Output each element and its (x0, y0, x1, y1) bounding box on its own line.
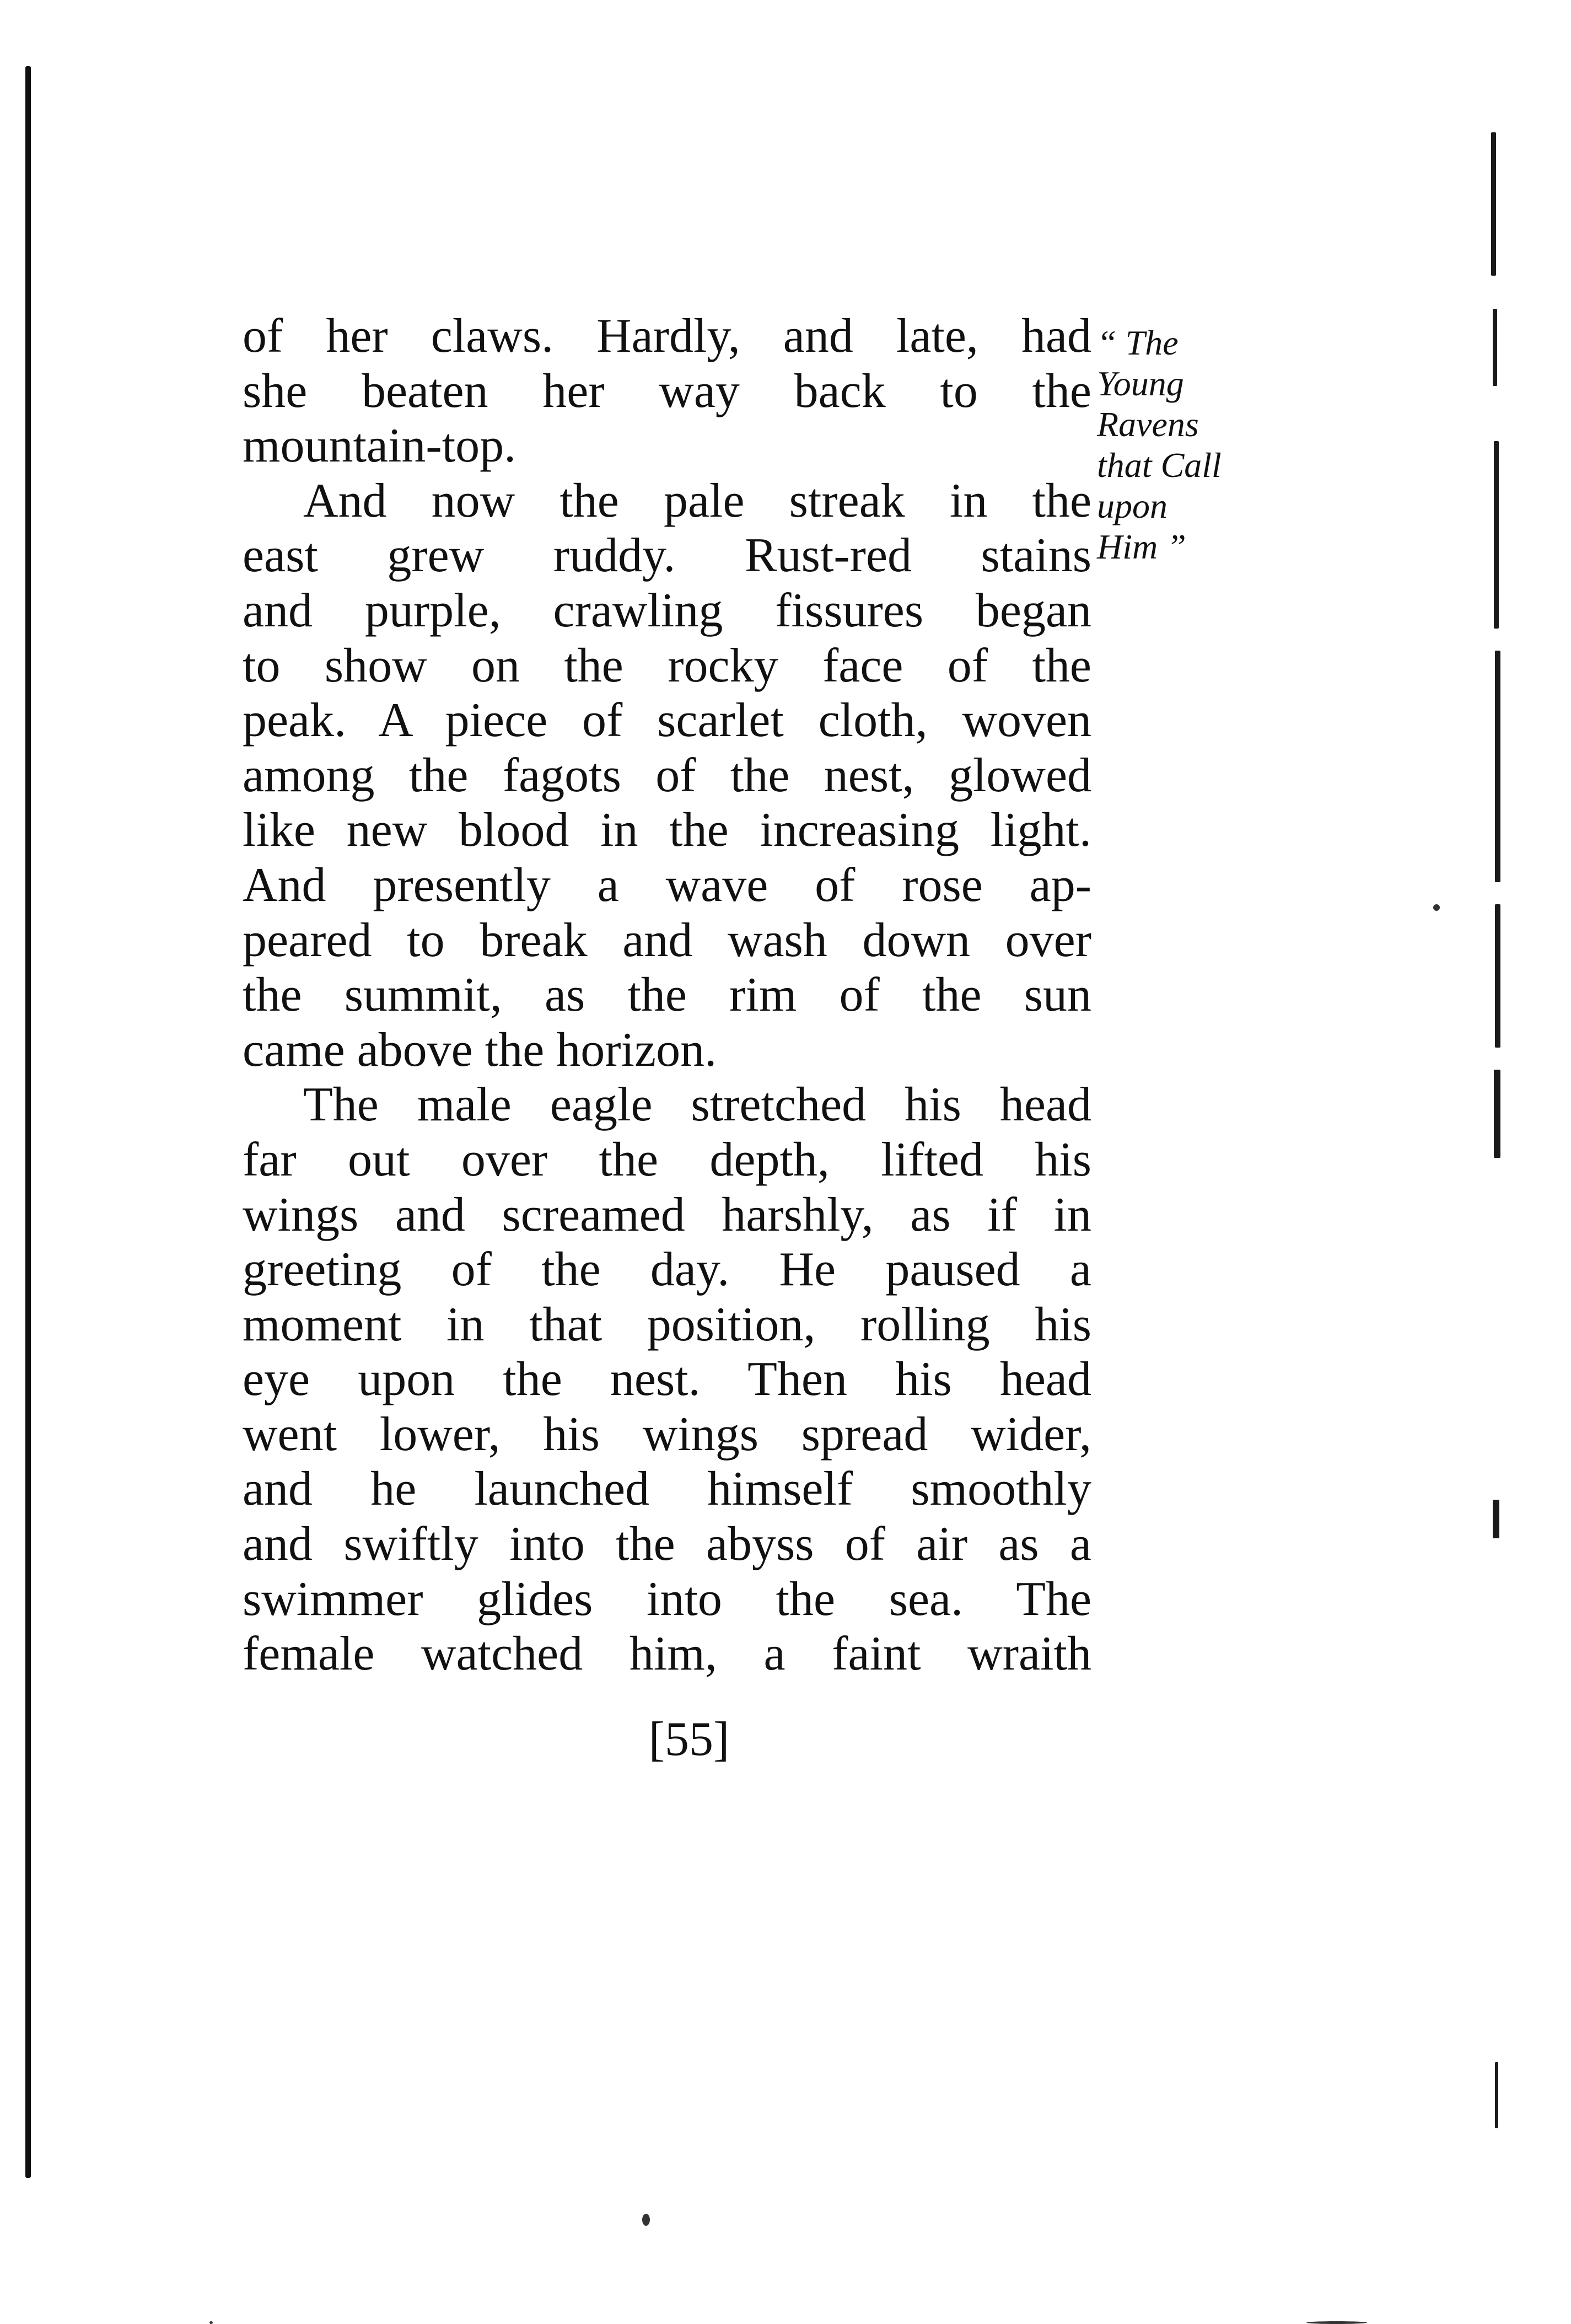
text-line: moment in that position, rolling his (243, 1297, 1091, 1351)
text-line: she beaten her way back to the (243, 364, 1091, 418)
scan-speck (642, 2214, 650, 2226)
right-page-edge (1494, 441, 1499, 629)
text-line: east grew ruddy. Rust-red stains (243, 529, 1091, 583)
margin-note-line: Young (1097, 364, 1184, 403)
margin-note (1097, 323, 1284, 567)
margin-note-line: that Call (1097, 446, 1222, 485)
text-line: mountain-top. (243, 419, 517, 473)
left-page-edge (25, 66, 31, 2178)
right-page-edge (1495, 651, 1500, 882)
text-line: of her claws. Hardly, and late, had (243, 309, 1091, 363)
right-page-edge (1494, 1070, 1500, 1158)
text-line: And presently a wave of rose ap- (243, 858, 1091, 912)
text-line: to show on the rocky face of the (243, 638, 1091, 693)
text-line: and purple, crawling fissures began (243, 583, 1091, 637)
text-line: came above the horizon. (243, 1023, 717, 1077)
scan-speck (1306, 2321, 1367, 2324)
body-text (243, 309, 1091, 1682)
scan-speck (209, 2321, 213, 2324)
text-line: and swiftly into the abyss of air as a (243, 1517, 1091, 1571)
text-line: greeting of the day. He paused a (243, 1243, 1091, 1297)
text-line: went lower, his wings spread wider, (243, 1407, 1091, 1461)
right-page-edge (1495, 2062, 1498, 2128)
text-line: swimmer glides into the sea. The (243, 1572, 1091, 1626)
margin-note-line: Him ” (1097, 527, 1186, 566)
margin-note-line: “ The (1097, 323, 1179, 362)
text-line: peak. A piece of scarlet cloth, woven (243, 694, 1091, 748)
text-line: wings and screamed harshly, as if in (243, 1188, 1091, 1242)
right-page-edge (1493, 309, 1497, 386)
text-line: and he launched himself smoothly (243, 1462, 1091, 1516)
text-line: eye upon the nest. Then his head (243, 1352, 1091, 1407)
right-page-edge (1491, 132, 1496, 276)
margin-note-line: Ravens (1097, 405, 1199, 444)
text-line: The male eagle stretched his head (303, 1078, 1091, 1132)
text-line: like new blood in the increasing light. (243, 803, 1091, 857)
text-line: far out over the depth, lifted his (243, 1133, 1091, 1187)
scan-speck (1433, 904, 1440, 911)
margin-note-line: upon (1097, 486, 1168, 525)
right-page-edge (1495, 904, 1500, 1048)
text-line: female watched him, a faint wraith (243, 1627, 1091, 1681)
text-line: the summit, as the rim of the sun (243, 968, 1091, 1022)
page-number: [55] (648, 1713, 730, 1766)
text-line: peared to break and wash down over (243, 913, 1091, 967)
text-line: And now the pale streak in the (303, 474, 1091, 528)
text-line: among the fagots of the nest, glowed (243, 748, 1091, 802)
right-page-edge (1493, 1500, 1499, 1538)
